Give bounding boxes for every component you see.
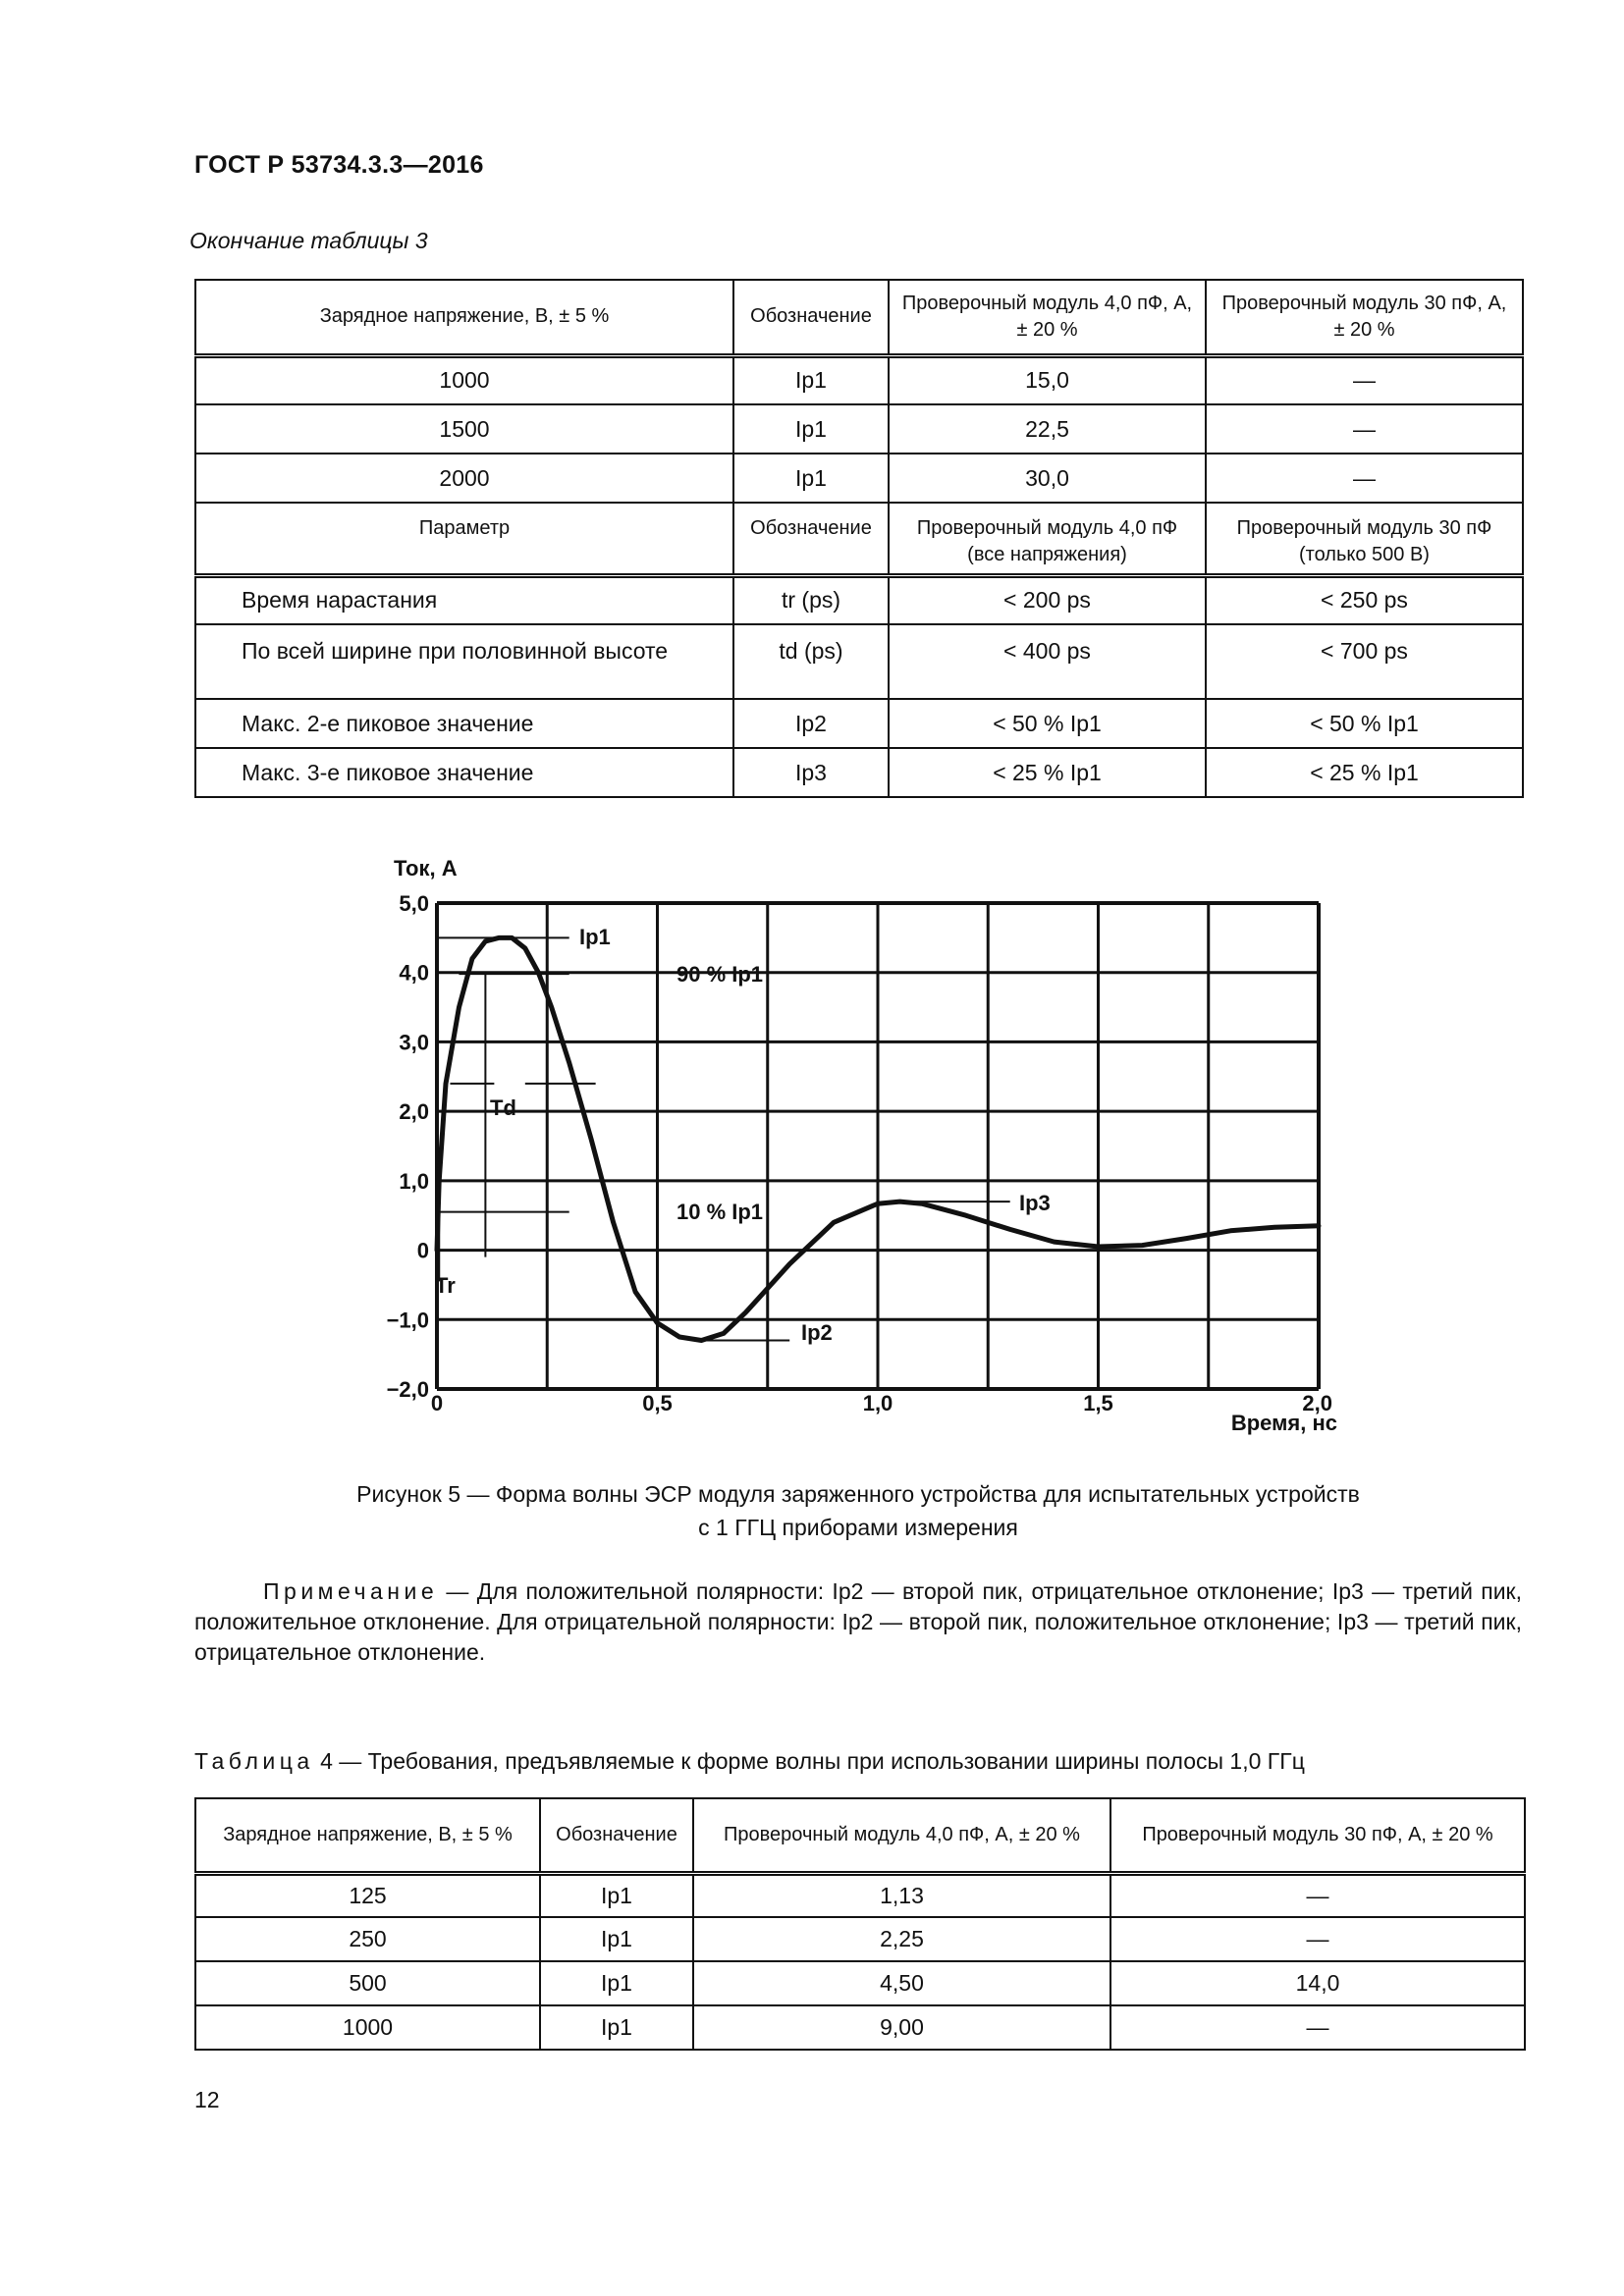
y-tick-label: 1,0 [399,1168,429,1194]
table3-subheader-row [195,503,1523,575]
chart-annotation-lines [437,937,1010,1340]
table-cell: 250 [195,1917,540,1961]
table3-header-row [195,280,1523,355]
table-row [195,575,1523,624]
table-cell: < 25 % Ip1 [889,748,1206,797]
table-cell: — [1206,404,1523,454]
table-cell: Ip1 [733,355,889,404]
table-cell: Ip1 [733,404,889,454]
x-tick-label: 1,5 [1083,1391,1113,1415]
x-tick-label: 2,0 [1302,1391,1332,1415]
table-cell: td (ps) [733,624,889,699]
figure-caption-line: с 1 ГГЦ приборами измерения [698,1515,1018,1540]
table-cell: 22,5 [889,404,1206,454]
table-cell: < 50 % Ip1 [1206,699,1523,748]
header-cell: Проверочный модуль 30 пФ, А, ± 20 % [1206,280,1523,355]
x-tick-label: 0,5 [642,1391,673,1415]
annotation-10-percent-ip1: 10 % Ip1 [677,1200,764,1224]
document-code: ГОСТ Р 53734.3.3—2016 [194,151,484,179]
table-4 [194,1797,1526,2051]
table-row [195,624,1523,699]
table-cell: По всей ширине при половинной высоте [195,624,733,699]
table-row [195,748,1523,797]
annotation-tr: Tr [435,1273,456,1298]
figure-caption [194,1477,1522,1544]
table-cell: Ip2 [733,699,889,748]
figure-caption-line: Рисунок 5 — Форма волны ЭСР модуля заряженного устройства для испытательных устройств [356,1481,1360,1507]
header-cell: Проверочный модуль 30 пФ (только 500 В) [1206,503,1523,575]
table-cell: 125 [195,1873,540,1917]
table-cell: 2,25 [693,1917,1110,1961]
x-tick-label: 1,0 [862,1391,893,1415]
header-cell: Зарядное напряжение, В, ± 5 % [195,1798,540,1873]
y-tick-label: 4,0 [399,960,429,986]
table3-continuation-caption: Окончание таблицы 3 [189,228,428,253]
table-cell: < 25 % Ip1 [1206,748,1523,797]
table-row [195,1873,1525,1917]
header-cell: Обозначение [733,280,889,355]
header-cell: Зарядное напряжение, В, ± 5 % [195,280,733,355]
note-paragraph [194,1576,1522,1668]
y-tick-label: 0 [416,1238,429,1263]
table-cell: — [1110,1873,1525,1917]
table-3 [194,279,1524,798]
table-cell: — [1110,1917,1525,1961]
table-cell: < 700 ps [1206,624,1523,699]
table4-title: 4 — Требования, предъявляемые к форме волны при использовании ширины полосы 1,0 ГГц [313,1748,1305,1774]
table-cell: 14,0 [1110,1961,1525,2005]
table-cell: 500 [195,1961,540,2005]
note-text: — Для положительной полярности: Ip2 — второй пик, отрицательное отклонение; Ip3 — третий пик, положительное отклонение. Для отрицательной полярности: Ip2 — второй пик, положительное отклонение; Ip3 — третий пик, отрицательное отклонение. [194,1578,1522,1665]
header-cell: Обозначение [733,503,889,575]
table-cell: 1000 [195,355,733,404]
x-axis-label: Время, нс [1230,1411,1337,1435]
table-cell: 30,0 [889,454,1206,503]
table-row [195,2005,1525,2050]
table-cell: < 50 % Ip1 [889,699,1206,748]
table-cell: Ip1 [540,1873,693,1917]
annotation-td: Td [490,1095,516,1120]
table-cell: Ip1 [733,454,889,503]
table-cell: < 250 ps [1206,575,1523,624]
annotation-ip2: Ip2 [801,1320,833,1345]
table-cell: < 200 ps [889,575,1206,624]
table-cell: 15,0 [889,355,1206,404]
table-row [195,404,1523,454]
table-row [195,1961,1525,2005]
header-cell: Параметр [195,503,733,575]
y-tick-label: −2,0 [386,1377,429,1402]
table-cell: < 400 ps [889,624,1206,699]
table4-label: Таблица [194,1748,314,1774]
x-tick-label: 0 [430,1391,444,1415]
table4-header-row [195,1798,1525,1873]
y-tick-label: 2,0 [399,1099,429,1125]
table-cell: tr (ps) [733,575,889,624]
table-cell: Ip3 [733,748,889,797]
table-cell: Ip1 [540,1961,693,2005]
table-row [195,454,1523,503]
table-cell: Ip1 [540,2005,693,2050]
table-cell: Макс. 2-е пиковое значение [195,699,733,748]
header-cell: Проверочный модуль 4,0 пФ, А, ± 20 % [889,280,1206,355]
table4-caption [194,1748,1305,1775]
table-cell: 1000 [195,2005,540,2050]
table-cell: Макс. 3-е пиковое значение [195,748,733,797]
waveform-chart [378,854,1350,1458]
y-tick-label: 3,0 [399,1030,429,1055]
y-tick-label: 5,0 [399,891,429,916]
table-row [195,1917,1525,1961]
header-cell: Проверочный модуль 4,0 пФ (все напряжения) [889,503,1206,575]
header-cell: Обозначение [540,1798,693,1873]
header-cell: Проверочный модуль 4,0 пФ, А, ± 20 % [693,1798,1110,1873]
y-tick-label: −1,0 [386,1308,429,1333]
table-cell: 2000 [195,454,733,503]
page-number: 12 [194,2087,220,2112]
y-axis-label: Ток, А [394,856,458,881]
table-cell: — [1110,2005,1525,2050]
table-row [195,699,1523,748]
annotation-ip1: Ip1 [579,925,611,949]
annotation-ip3: Ip3 [1019,1191,1051,1215]
table-cell: 1500 [195,404,733,454]
table-row [195,355,1523,404]
note-label: Примечание [263,1578,439,1604]
table-cell: 1,13 [693,1873,1110,1917]
table-cell: 9,00 [693,2005,1110,2050]
annotation-90-percent-ip1: 90 % Ip1 [677,962,764,987]
header-cell: Проверочный модуль 30 пФ, А, ± 20 % [1110,1798,1525,1873]
table-cell: — [1206,355,1523,404]
chart-grid [437,903,1319,1389]
table-cell: 4,50 [693,1961,1110,2005]
table-cell: Ip1 [540,1917,693,1961]
table-cell: — [1206,454,1523,503]
table-cell: Время нарастания [195,575,733,624]
